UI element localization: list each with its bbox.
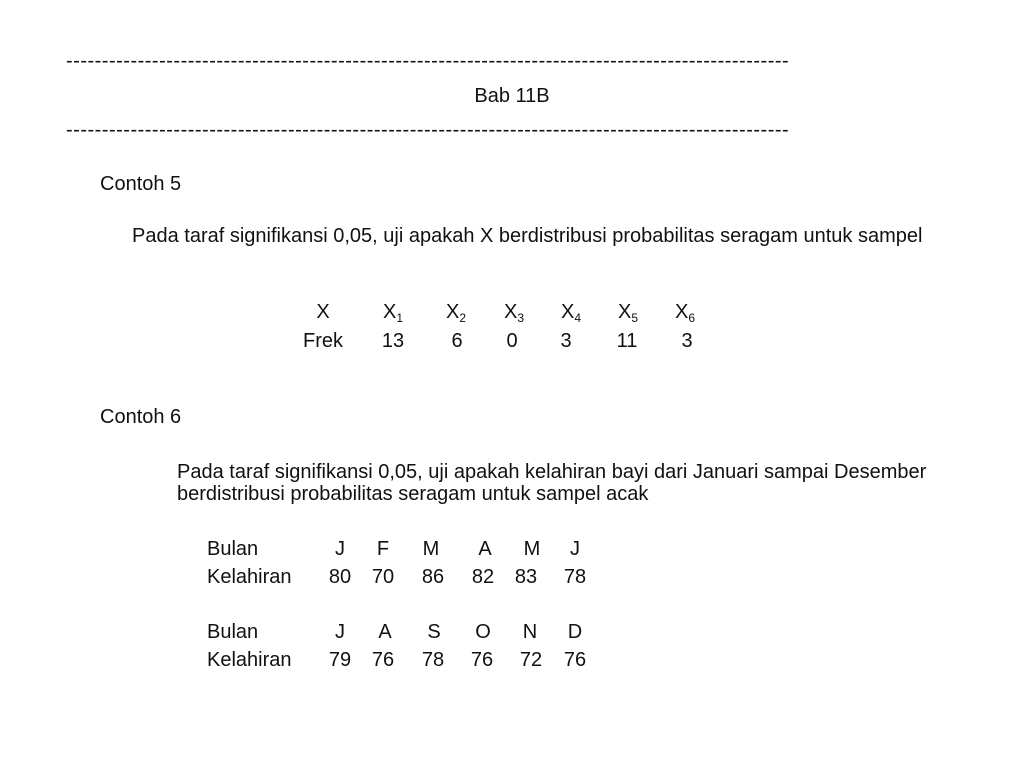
- divider-top: -----------------------------------------------------------------------------------------------------: [66, 50, 790, 72]
- table-cell-births: 76: [563, 649, 587, 671]
- table-cell-births: 70: [371, 566, 395, 588]
- table-header-month: A: [378, 621, 392, 643]
- table-cell-births: 76: [470, 649, 494, 671]
- table-cell-births: 72: [519, 649, 543, 671]
- divider-bottom: -----------------------------------------------------------------------------------------------------: [66, 119, 790, 141]
- table-cell-births: 76: [371, 649, 395, 671]
- table-header-x1: $X_1$: [382, 301, 404, 325]
- table-cell-freq: 3: [681, 330, 693, 352]
- table-cell-births: 83: [514, 566, 538, 588]
- table-row-label-x: X: [316, 301, 330, 323]
- contoh-5-heading: Contoh 5: [100, 173, 182, 195]
- table-row-label-frek: Frek: [303, 330, 343, 352]
- table-row-label-bulan: Bulan: [207, 538, 259, 560]
- table-header-month: J: [335, 621, 345, 643]
- contoh-6-heading: Contoh 6: [100, 406, 182, 428]
- table-cell-births: 78: [421, 649, 445, 671]
- table-header-month: A: [478, 538, 492, 560]
- table-cell-births: 80: [328, 566, 352, 588]
- table-cell-births: 78: [563, 566, 587, 588]
- table-cell-freq: 0: [506, 330, 518, 352]
- table-row-label-bulan: Bulan: [207, 621, 259, 643]
- table-header-x4: $X_4$: [560, 301, 582, 325]
- table-header-month: D: [567, 621, 583, 643]
- table-header-x5: $X_5$: [617, 301, 639, 325]
- table-cell-freq: 11: [616, 330, 638, 352]
- table-header-x3: $X_3$: [503, 301, 525, 325]
- table-cell-births: 86: [421, 566, 445, 588]
- table-cell-births: 79: [328, 649, 352, 671]
- table-header-month: O: [475, 621, 491, 643]
- table-header-x2: $X_2$: [445, 301, 467, 325]
- contoh-5-problem-text: Pada taraf signifikansi 0,05, uji apakah X berdistribusi probabilitas seragam untuk sampel: [132, 225, 923, 247]
- table-cell-freq: 13: [381, 330, 405, 352]
- table-header-month: J: [570, 538, 580, 560]
- table-header-month: M: [422, 538, 440, 560]
- table-row-label-kelahiran: Kelahiran: [207, 566, 292, 588]
- table-header-month: S: [427, 621, 441, 643]
- contoh-6-problem-text: Pada taraf signifikansi 0,05, uji apakah kelahiran bayi dari Januari sampai Desember berdistribusi probabilitas seragam untuk sampel acak: [177, 461, 927, 505]
- table-header-month: M: [523, 538, 541, 560]
- table-header-month: F: [376, 538, 390, 560]
- table-cell-births: 82: [471, 566, 495, 588]
- table-header-month: N: [522, 621, 538, 643]
- table-cell-freq: 3: [560, 330, 572, 352]
- table-cell-freq: 6: [451, 330, 463, 352]
- table-row-label-kelahiran: Kelahiran: [207, 649, 292, 671]
- table-header-x6: $X_6$: [674, 301, 696, 325]
- table-header-month: J: [335, 538, 345, 560]
- page-title: Bab 11B: [474, 85, 550, 107]
